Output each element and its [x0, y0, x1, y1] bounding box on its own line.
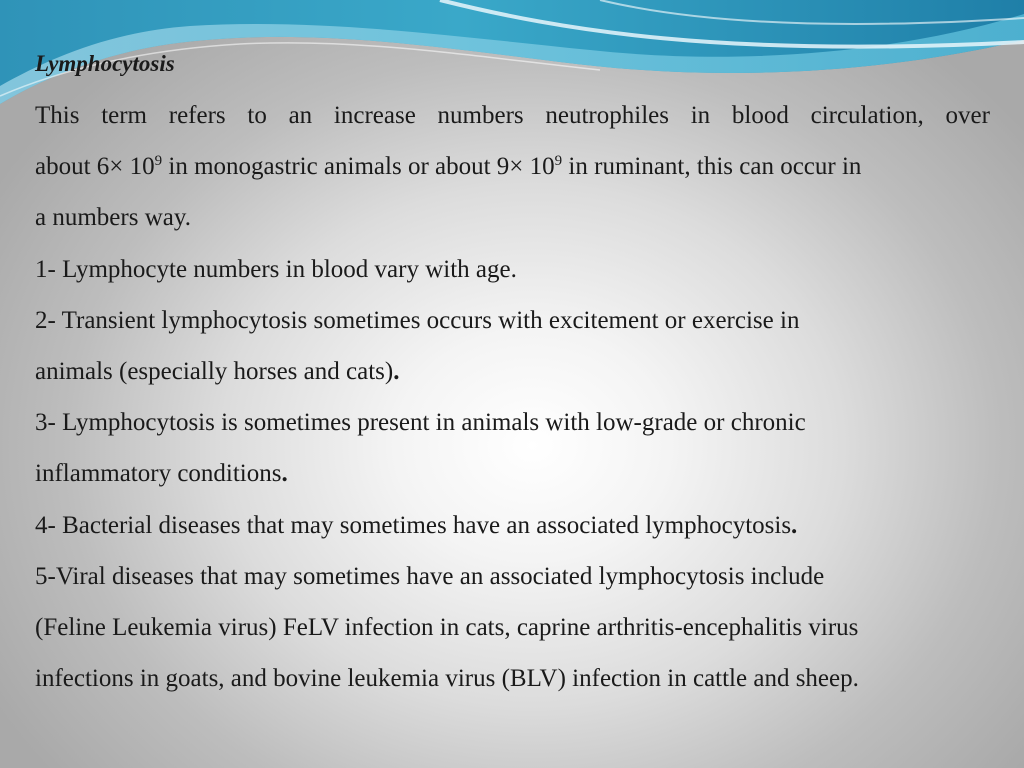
point-4-period: . [791, 511, 798, 539]
intro-line-3: a numbers way. [35, 204, 191, 232]
point-2-text: animals (especially horses and cats) [35, 357, 394, 385]
intro-text-c: in ruminant, this can occur in [562, 153, 862, 181]
point-4 [35, 500, 990, 551]
point-3-text: inflammatory conditions [35, 460, 282, 488]
point-3-period: . [281, 460, 288, 488]
point-2-line-2 [35, 346, 990, 397]
intro-word: term [101, 102, 148, 129]
intro-text-b: in monogastric animals or about 9× 10 [162, 153, 555, 181]
exponent: 9 [554, 153, 563, 170]
intro-word: neutrophiles [545, 102, 669, 129]
intro-word: circulation, [810, 102, 924, 129]
point-4-text: 4- Bacterial diseases that may sometimes have an associated lymphocytosis [35, 511, 792, 539]
intro-line-2 [35, 141, 990, 192]
point-1: 1- Lymphocyte numbers in blood vary with age. [35, 255, 517, 283]
point-3-line-2 [35, 448, 990, 499]
point-5-line-1: 5-Viral diseases that may sometimes have an associated lymphocytosis include [35, 562, 825, 590]
intro-word: refers [168, 102, 226, 129]
point-5-line-2: (Feline Leukemia virus) FeLV infection in cats, caprine arthritis-encephalitis virus [35, 613, 859, 641]
intro-word: over [945, 102, 990, 129]
point-5-line-3: infections in goats, and bovine leukemia virus (BLV) infection in cattle and sheep. [35, 665, 859, 693]
intro-word: to [247, 102, 267, 129]
intro-word: increase [333, 102, 416, 129]
intro-word: blood [731, 102, 789, 129]
intro-word: an [288, 102, 313, 129]
slide-content [35, 48, 990, 704]
intro-word: numbers [437, 102, 524, 129]
point-2-line-1: 2- Transient lymphocytosis sometimes occurs with excitement or exercise in [35, 306, 800, 334]
intro-word: This [35, 102, 80, 129]
point-3-line-1: 3- Lymphocytosis is sometimes present in animals with low-grade or chronic [35, 409, 806, 437]
point-2-period: . [393, 357, 400, 385]
exponent: 9 [154, 153, 163, 170]
intro-line-1 [35, 90, 990, 141]
intro-text-a: about 6× 10 [35, 153, 155, 181]
slide-title: Lymphocytosis [35, 51, 175, 76]
intro-word: in [690, 102, 711, 129]
